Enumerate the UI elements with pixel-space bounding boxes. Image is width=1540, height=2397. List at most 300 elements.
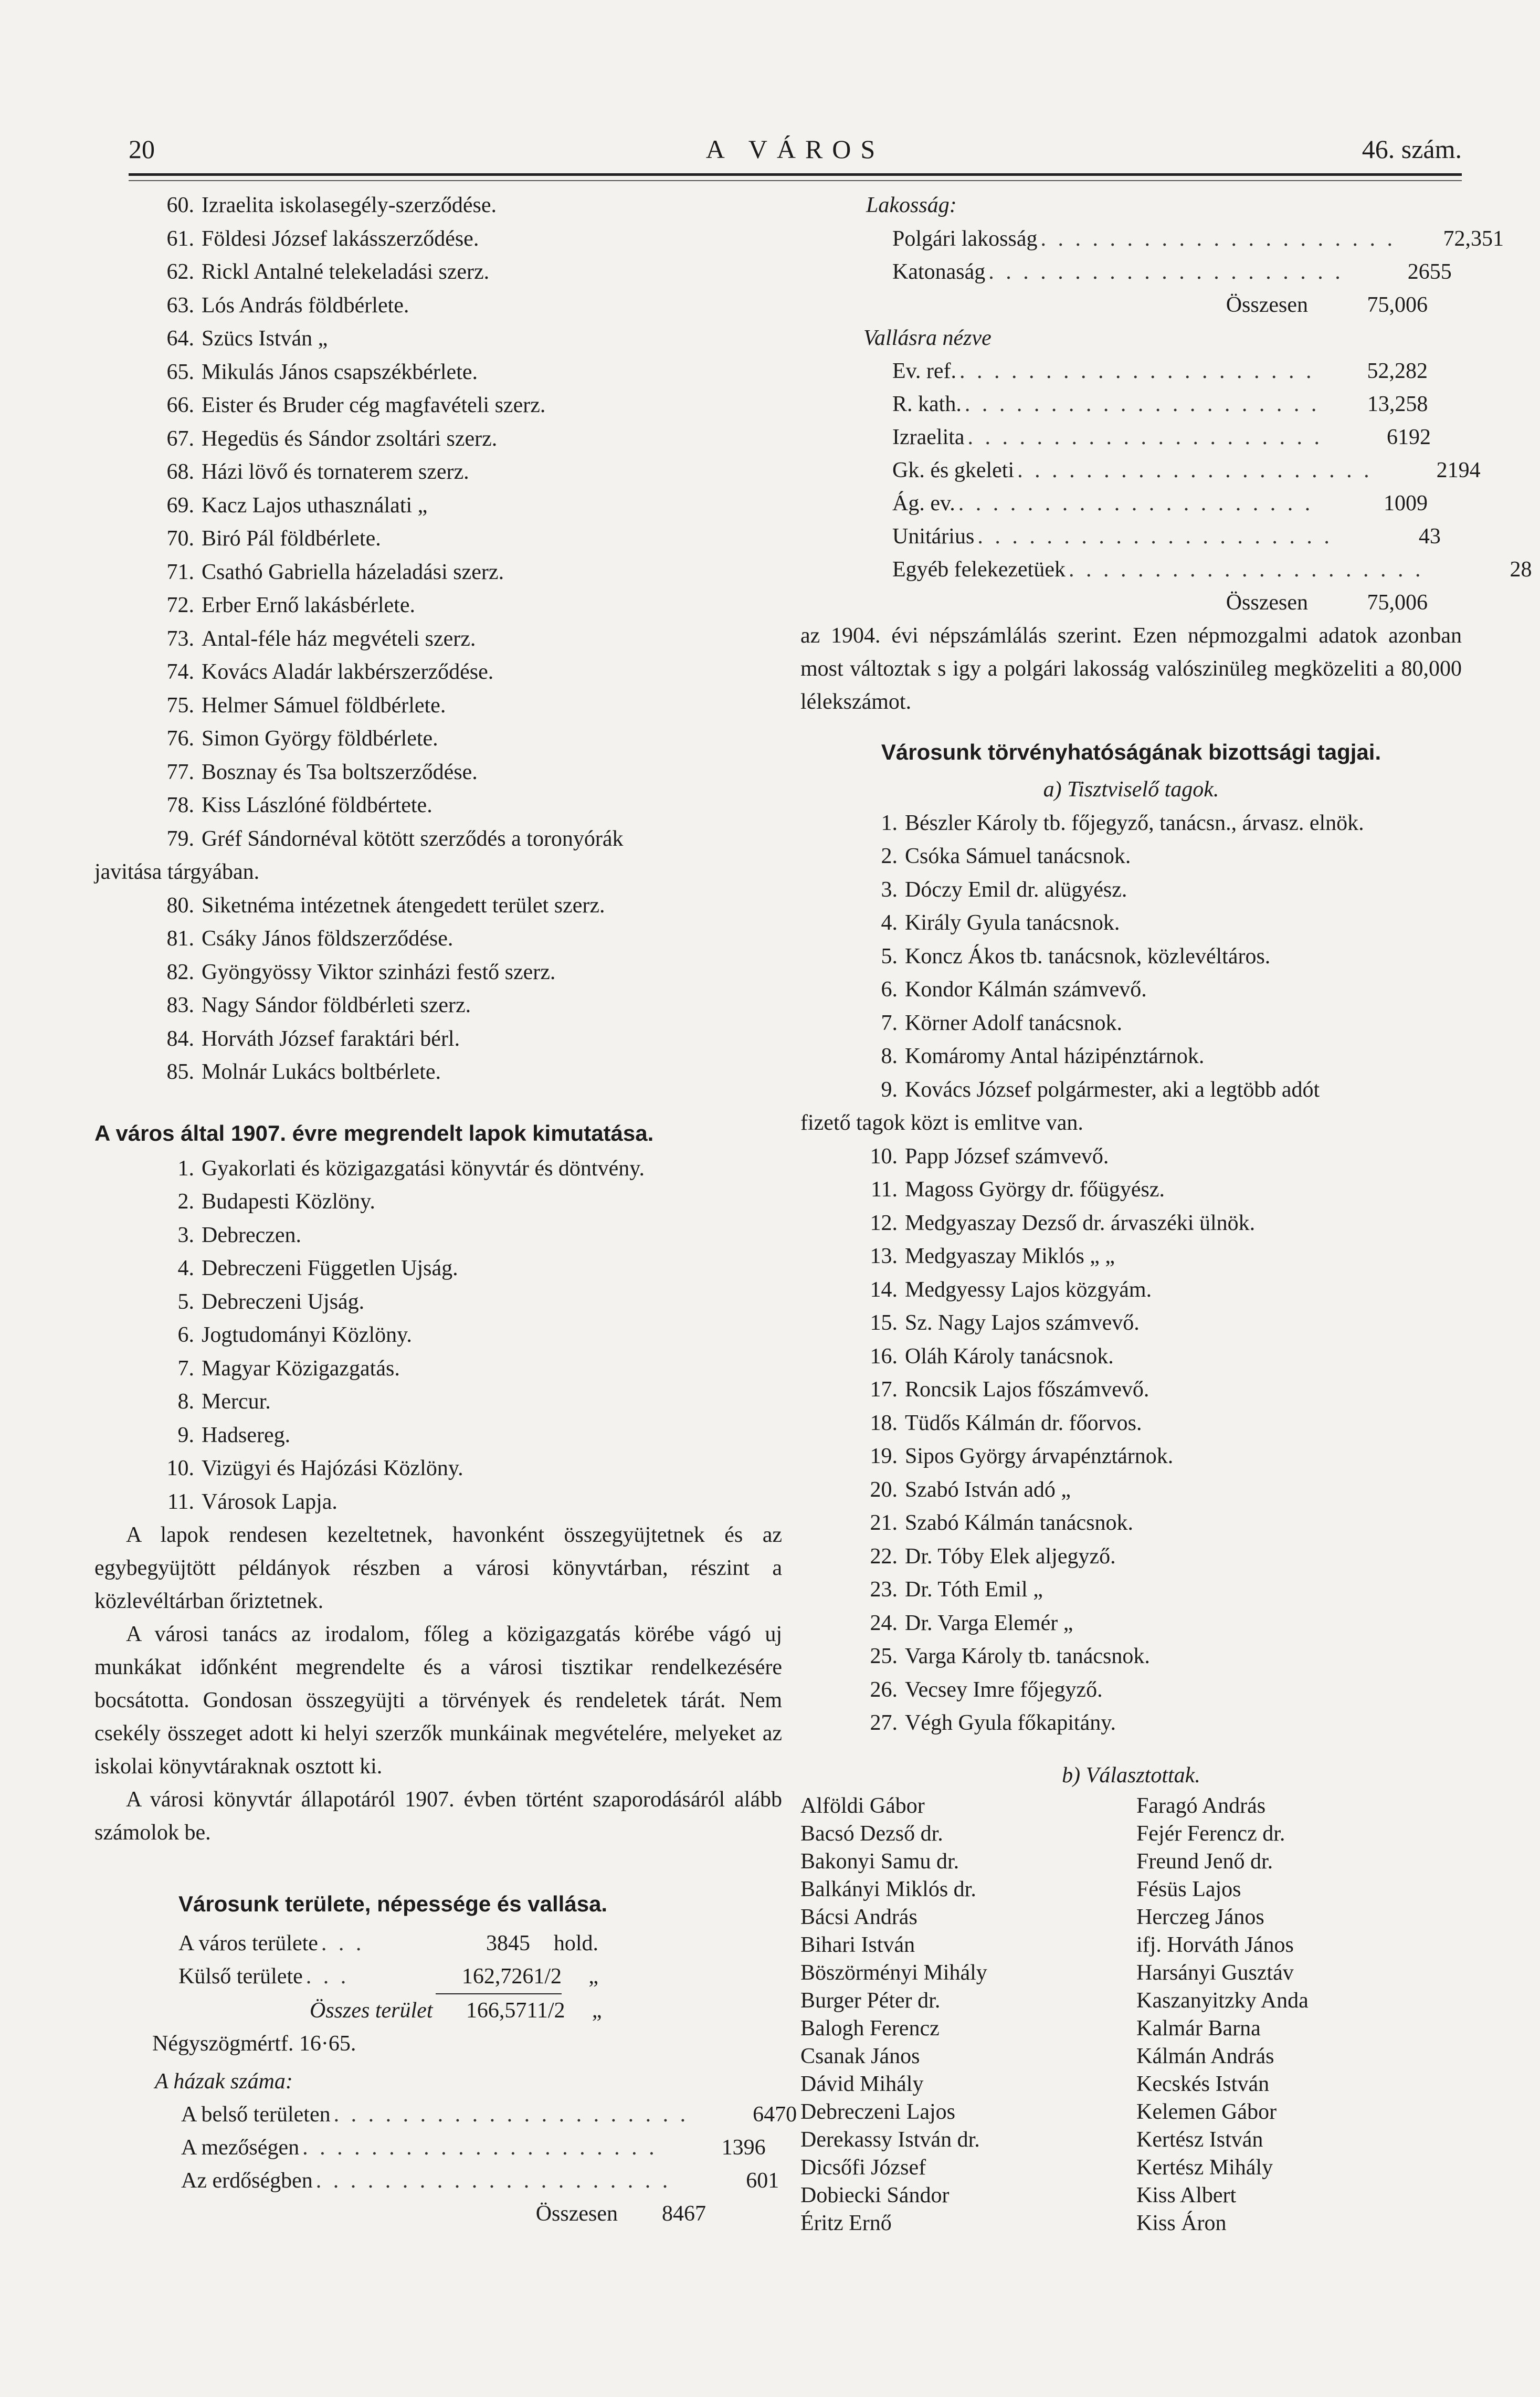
- elected-column-1: [800, 1792, 1136, 2237]
- item-number: 75.: [166, 693, 194, 718]
- item-text: Hegedüs és Sándor zsoltári szerz.: [202, 426, 498, 451]
- item-number: 18.: [870, 1411, 898, 1435]
- item-text: Sz. Nagy Lajos számvevő.: [905, 1311, 1140, 1335]
- houses-table: [94, 2098, 797, 2198]
- list-item: [94, 1452, 782, 1486]
- table-row: [892, 388, 1428, 421]
- row-value: 1396: [721, 2136, 766, 2160]
- list-item: [800, 1440, 1462, 1474]
- list-item: [94, 189, 782, 223]
- list-item: [94, 889, 782, 923]
- list-item: [94, 922, 782, 956]
- dot-leader: . . . . . . . . . . . . . . . . . . . . .: [1017, 458, 1373, 482]
- contract-list: [94, 189, 782, 856]
- item-number: 1.: [177, 1156, 194, 1181]
- list-item: [800, 907, 1462, 940]
- member-name: Kecskés István: [1136, 2072, 1270, 2096]
- elected-members: [800, 1792, 1462, 2237]
- religion-heading: Vallásra nézve: [863, 325, 991, 350]
- member-name: Csanak János: [800, 2044, 920, 2068]
- item-text: Kondor Kálmán számvevő.: [905, 977, 1147, 1002]
- member-name: Kelemen Gábor: [1136, 2100, 1277, 2124]
- item-text: Dr. Tóby Elek aljegyző.: [905, 1544, 1116, 1569]
- contract-list-continued: [94, 889, 782, 1089]
- table-row: [181, 2131, 766, 2164]
- item-text: Dóczy Emil dr. alügyész.: [905, 877, 1127, 902]
- list-item: [94, 456, 782, 489]
- list-item: [800, 1507, 1462, 1540]
- item-number: 74.: [166, 660, 194, 684]
- item-text: Eister és Bruder cég magfavételi szerz.: [202, 393, 546, 417]
- list-item: [94, 1419, 782, 1453]
- list-item: [800, 1173, 1462, 1207]
- member-name: Derekassy István dr.: [800, 2128, 980, 2152]
- item-text: Vizügyi és Hajózási Közlöny.: [202, 1456, 463, 1480]
- list-item: [94, 689, 782, 723]
- list-item: [800, 1274, 1462, 1307]
- list-item: [800, 1640, 1462, 1674]
- item-text: Bosznay és Tsa boltszerződése.: [202, 760, 478, 784]
- member-name: Balogh Ferencz: [800, 2016, 940, 2041]
- area-row: A város területe . . . 3845 hold.: [178, 1931, 598, 1956]
- member-name: Fésüs Lajos: [1136, 1877, 1241, 1901]
- member-name: Herczeg János: [1136, 1905, 1264, 1929]
- paragraph-3: A városi könyvtár állapotáról 1907. évben történt szaporodásáról alább számolok be.: [94, 1788, 782, 1845]
- item-text: Erber Ernő lakásbérlete.: [202, 593, 415, 617]
- list-item: [800, 1674, 1462, 1707]
- item-number: 4.: [881, 911, 898, 935]
- row-label: Izraelita: [892, 425, 965, 449]
- member-name: Kalmár Barna: [1136, 2016, 1261, 2041]
- elected-heading: b) Választottak.: [1062, 1763, 1200, 1788]
- item-number: 73.: [166, 626, 194, 651]
- item-number: 66.: [166, 393, 194, 417]
- row-label: A mezőségen: [181, 2136, 300, 2160]
- member-name: Debreczeni Lajos: [800, 2100, 956, 2124]
- item-text: Szücs István „: [202, 327, 328, 351]
- list-item: [800, 940, 1462, 974]
- row-label: Ág. ev.: [892, 491, 955, 516]
- member-name: Éritz Ernő: [800, 2211, 892, 2235]
- item-text: Földesi József lakásszerződése.: [202, 226, 479, 251]
- item-number: 3.: [881, 877, 898, 902]
- item-text: Nagy Sándor földbérleti szerz.: [202, 993, 471, 1017]
- religion-table: [800, 355, 1532, 586]
- item-text: Végh Gyula főkapitány.: [905, 1711, 1116, 1735]
- item-number: 60.: [166, 193, 194, 217]
- item-text: Lós András földbérlete.: [202, 293, 409, 318]
- item-number: 6.: [881, 977, 898, 1002]
- item-text: Gyakorlati és közigazgatási könyvtár és döntvény.: [202, 1156, 645, 1181]
- list-item: [94, 423, 782, 456]
- item-number: 63.: [166, 293, 194, 318]
- item-text: Körner Adolf tanácsnok.: [905, 1011, 1123, 1035]
- item-text: Magyar Közigazgatás.: [202, 1356, 400, 1381]
- item-number: 14.: [870, 1277, 898, 1302]
- item-text: Horváth József faraktári bérl.: [202, 1026, 460, 1051]
- list-item: [800, 1074, 1462, 1107]
- row-label: Gk. és gkeleti: [892, 458, 1015, 482]
- member-name: Bakonyi Samu dr.: [800, 1849, 959, 1874]
- list-item: [94, 989, 782, 1023]
- item-number: 26.: [870, 1677, 898, 1702]
- item-number: 6.: [177, 1323, 194, 1347]
- table-row: [892, 421, 1431, 454]
- row-value: 6470: [753, 2102, 797, 2127]
- member-name: Balkányi Miklós dr.: [800, 1877, 976, 1901]
- population-table: [800, 223, 1504, 289]
- item-text: Vecsey Imre főjegyző.: [905, 1677, 1103, 1702]
- row-label: A belső területen: [181, 2102, 331, 2127]
- item-text: Szabó István adó „: [905, 1477, 1071, 1502]
- list-item: [94, 1286, 782, 1319]
- item-number: 2.: [881, 844, 898, 868]
- item-text: Biró Pál földbérlete.: [202, 527, 381, 551]
- page-number: 20: [129, 134, 155, 164]
- list-item: [94, 389, 782, 423]
- member-name: Bácsi András: [800, 1905, 917, 1929]
- member-name: Kálmán András: [1136, 2044, 1274, 2068]
- list-item: [800, 840, 1462, 874]
- list-item: [800, 973, 1462, 1007]
- table-row: [181, 2164, 779, 2198]
- item-text: Koncz Ákos tb. tanácsnok, közlevéltáros.: [905, 944, 1271, 969]
- table-row: [892, 553, 1532, 586]
- item-number: 64.: [166, 327, 194, 351]
- member-name: Dobiecki Sándor: [800, 2183, 950, 2207]
- area-row: Külső területe . . . 162,7261/2 „: [178, 1960, 598, 1994]
- item-number: 2.: [177, 1190, 194, 1214]
- list-item: [800, 1240, 1462, 1274]
- item-number: 76.: [166, 727, 194, 751]
- item-number: 71.: [166, 560, 194, 584]
- member-name: Kiss Áron: [1136, 2211, 1227, 2235]
- item-text: Dr. Tóth Emil „: [905, 1578, 1043, 1602]
- item-number: 7.: [177, 1356, 194, 1381]
- item-number: 24.: [870, 1611, 898, 1635]
- list-item: [94, 1056, 782, 1089]
- item-number: 68.: [166, 460, 194, 484]
- list-item: [800, 1540, 1462, 1574]
- item-number: 16.: [870, 1344, 898, 1369]
- item-text: Varga Károly tb. tanácsnok.: [905, 1644, 1150, 1668]
- item-number: 25.: [870, 1644, 898, 1668]
- item-number: 62.: [166, 260, 194, 284]
- table-row: [892, 454, 1481, 487]
- table-row: [892, 487, 1428, 520]
- paragraph-2: A városi tanács az irodalom, főleg a közigazgatás körébe vágó uj munkákat időnként megrendelte és a városi tisztikar rendelkezésére bocsátotta. Gondosan összegyüjti a törvények és rendeletek tárát. Nem csekély összeget adott ki helyi szerzők munkáinak megvételére, melyeket az iskolai könyvtáraknak osztott ki.: [94, 1622, 782, 1779]
- list-item: [94, 1319, 782, 1352]
- row-value: 52,282: [1367, 359, 1428, 383]
- list-item: [800, 1140, 1462, 1174]
- list-item: [94, 489, 782, 523]
- item-text: Gyöngyössy Viktor szinházi festő szerz.: [202, 960, 556, 984]
- item-text: Magoss György dr. főügyész.: [905, 1178, 1165, 1202]
- item-text: Mercur.: [202, 1390, 271, 1414]
- table-row: [892, 355, 1428, 388]
- item-number: 23.: [870, 1578, 898, 1602]
- item-number: 27.: [870, 1711, 898, 1735]
- religion-total-row: Összesen 75,006: [1226, 591, 1428, 615]
- population-total-row: Összesen 75,006: [1226, 292, 1428, 317]
- officials-list: [800, 807, 1462, 1107]
- item-number: 9.: [177, 1423, 194, 1447]
- row-label: Az erdőségben: [181, 2169, 313, 2193]
- list-item: [800, 1573, 1462, 1607]
- list-item: [94, 589, 782, 623]
- officials-list-continued: [800, 1140, 1462, 1740]
- dot-leader: . . . . . . . . . . . . . . . . . . . . .: [964, 392, 1320, 416]
- publication-title: A VÁROS: [705, 134, 885, 164]
- list-item: [94, 322, 782, 356]
- row-value: 2655: [1407, 259, 1452, 284]
- list-item: [800, 1407, 1462, 1441]
- member-name: Faragó András: [1136, 1794, 1266, 1818]
- list-item: [800, 1707, 1462, 1740]
- item-number: 5.: [881, 944, 898, 969]
- item-number: 72.: [166, 593, 194, 617]
- item-number: 4.: [177, 1256, 194, 1280]
- member-name: Freund Jenő dr.: [1136, 1849, 1273, 1874]
- dot-leader: . . . . . . . . . . . . . . . . . . . . .: [302, 2136, 658, 2160]
- item-number: 3.: [177, 1223, 194, 1247]
- row-value: 28: [1510, 558, 1532, 582]
- list-item: [94, 756, 782, 790]
- list-item: [800, 1207, 1462, 1240]
- member-name: Burger Péter dr.: [800, 1989, 941, 2013]
- list-item: [800, 807, 1462, 840]
- papers-list: [94, 1152, 782, 1519]
- item-text: Medgyaszay Miklós „ „: [905, 1244, 1115, 1268]
- member-name: Böszörményi Mihály: [800, 1961, 987, 1985]
- list-item: [94, 522, 782, 556]
- square-measure: Négyszögmértf. 16·65.: [152, 2032, 356, 2056]
- item-number: 67.: [166, 426, 194, 451]
- item-number: 78.: [166, 793, 194, 817]
- item-text: Sipos György árvapénztárnok.: [905, 1444, 1174, 1468]
- item-number: 8.: [881, 1044, 898, 1068]
- item-text: Csóka Sámuel tanácsnok.: [905, 844, 1131, 868]
- issue-number: 46. szám.: [1362, 134, 1462, 164]
- member-name: Dávid Mihály: [800, 2072, 924, 2096]
- item-text: Dr. Varga Elemér „: [905, 1611, 1073, 1635]
- item-number: 85.: [166, 1060, 194, 1084]
- list-item: [94, 1023, 782, 1056]
- item-number: 22.: [870, 1544, 898, 1569]
- item-text: Rickl Antalné telekeladási szerz.: [202, 260, 490, 284]
- item-text: Csathó Gabriella házeladási szerz.: [202, 560, 504, 584]
- area-heading: Városunk területe, népessége és vallása.: [178, 1891, 608, 1916]
- row-label: Ev. ref.: [892, 359, 957, 383]
- census-paragraph: az 1904. évi népszámlálás szerint. Ezen népmozgalmi adatok azonban most változtak s igy a polgári lakosság valószinüleg megközeliti a 80,000 lélekszámot.: [800, 624, 1462, 714]
- item-text: Medgyessy Lajos közgyám.: [905, 1277, 1152, 1302]
- item-text: Simon György földbérlete.: [202, 727, 438, 751]
- member-name: ifj. Horváth János: [1136, 1933, 1294, 1957]
- item-number: 20.: [870, 1477, 898, 1502]
- dot-leader: . . . . . . . . . . . . . . . . . . . . .: [958, 491, 1314, 516]
- member-name: Kertész István: [1136, 2128, 1263, 2152]
- list-item: [94, 556, 782, 590]
- row-label: Unitárius: [892, 524, 975, 549]
- list-item: [94, 1252, 782, 1286]
- page-header: [129, 134, 1462, 171]
- member-name: Fejér Ferencz dr.: [1136, 1822, 1285, 1846]
- item-number: 77.: [166, 760, 194, 784]
- item-number: 1.: [881, 811, 898, 835]
- list-item: [94, 789, 782, 823]
- item-number: 21.: [870, 1511, 898, 1535]
- row-label: Katonaság: [892, 259, 986, 284]
- item-text: Debreczen.: [202, 1223, 302, 1247]
- area-table: [94, 1927, 602, 2027]
- item-text: Kacz Lajos uthasználati „: [202, 493, 428, 518]
- list-item: [800, 1373, 1462, 1407]
- list-item: [800, 1607, 1462, 1641]
- houses-total-row: Összesen 8467: [535, 2202, 706, 2226]
- dot-leader: . . . . . . . . . . . . . . . . . . . . .: [315, 2169, 671, 2193]
- item-number: 79.: [166, 826, 194, 851]
- dot-leader: . . . . . . . . . . . . . . . . . . . . .: [1040, 226, 1396, 251]
- item-number: 70.: [166, 527, 194, 551]
- list-item: [94, 1486, 782, 1519]
- item-number: 12.: [870, 1211, 898, 1235]
- item-text: Debreczeni Ujság.: [202, 1289, 365, 1314]
- item-number: 9.: [881, 1077, 898, 1102]
- item-text: Debreczeni Független Ujság.: [202, 1256, 458, 1280]
- item-number: 13.: [870, 1244, 898, 1268]
- item-text: Kovács Aladár lakbérszerződése.: [202, 660, 494, 684]
- dot-leader: . . . . . . . . . . . . . . . . . . . . .: [959, 359, 1315, 383]
- dot-leader: . . . . . . . . . . . . . . . . . . . . .: [967, 425, 1323, 449]
- item-text: Komáromy Antal házipénztárnok.: [905, 1044, 1205, 1068]
- member-name: Kertész Mihály: [1136, 2156, 1273, 2180]
- list-item: [94, 289, 782, 323]
- list-item: [94, 223, 782, 256]
- member-name: Alföldi Gábor: [800, 1794, 925, 1818]
- row-value: 13,258: [1367, 392, 1428, 416]
- member-name: Bihari István: [800, 1933, 915, 1957]
- population-heading: Lakosság:: [866, 193, 957, 217]
- item-number: 84.: [166, 1026, 194, 1051]
- item-text: Izraelita iskolasegély-szerződése.: [202, 193, 497, 217]
- item-number: 61.: [166, 226, 194, 251]
- table-row: [892, 256, 1452, 289]
- list-item: [800, 1340, 1462, 1374]
- item-text: Helmer Sámuel földbérlete.: [202, 693, 446, 718]
- member-name: Kiss Albert: [1136, 2183, 1237, 2207]
- item-text: Szabó Kálmán tanácsnok.: [905, 1511, 1134, 1535]
- table-row: [892, 223, 1504, 256]
- dot-leader: . . . . . . . . . . . . . . . . . . . . .: [977, 524, 1333, 549]
- item-number: 83.: [166, 993, 194, 1017]
- list-item: [800, 874, 1462, 907]
- list-item: [800, 1007, 1462, 1040]
- item-number: 17.: [870, 1378, 898, 1402]
- item-number: 11.: [167, 1489, 194, 1514]
- list-item: [800, 1474, 1462, 1507]
- item-number: 81.: [166, 927, 194, 951]
- list-item: [800, 1307, 1462, 1340]
- list-item: [800, 1040, 1462, 1074]
- item-text: Jogtudományi Közlöny.: [202, 1323, 412, 1347]
- item-text: Király Gyula tanácsnok.: [905, 911, 1120, 935]
- list-item: [94, 1219, 782, 1253]
- item-text: Antal-féle ház megvételi szerz.: [202, 626, 476, 651]
- item-text: Hadsereg.: [202, 1423, 291, 1447]
- header-rule: [129, 173, 1462, 181]
- item-number: 11.: [871, 1178, 898, 1202]
- dot-leader: . . . . . . . . . . . . . . . . . . . . .: [333, 2102, 689, 2127]
- item-text: Oláh Károly tanácsnok.: [905, 1344, 1114, 1369]
- row-value: 6192: [1387, 425, 1431, 449]
- item-number: 19.: [870, 1444, 898, 1468]
- list-item: [94, 1185, 782, 1219]
- item-text: Kovács József polgármester, aki a legtöbb adót: [905, 1077, 1320, 1102]
- row-value: 2194: [1436, 458, 1481, 482]
- item-text: Tüdős Kálmán dr. főorvos.: [905, 1411, 1142, 1435]
- item-number: 82.: [166, 960, 194, 984]
- dot-leader: . . . . . . . . . . . . . . . . . . . . .: [988, 259, 1344, 284]
- papers-heading: A város által 1907. évre megrendelt lapok kimutatása.: [94, 1120, 654, 1145]
- row-value: 43: [1418, 524, 1441, 549]
- contract-79-continuation: javitása tárgyában.: [94, 860, 260, 884]
- item-text: Papp József számvevő.: [905, 1144, 1109, 1169]
- row-label: Polgári lakosság: [892, 226, 1038, 251]
- item-text: Mikulás János csapszékbérlete.: [202, 360, 478, 384]
- member-name: Bacsó Dezső dr.: [800, 1822, 943, 1846]
- list-item: [94, 623, 782, 656]
- member-name: Harsányi Gusztáv: [1136, 1961, 1294, 1985]
- row-value: 1009: [1384, 491, 1428, 516]
- item-text: Csáky János földszerződése.: [202, 927, 453, 951]
- dot-leader: . . . . . . . . . . . . . . . . . . . . .: [1068, 558, 1424, 582]
- list-item: [94, 256, 782, 289]
- item-number: 65.: [166, 360, 194, 384]
- item-text: Gréf Sándornéval kötött szerződés a toronyórák: [202, 826, 624, 851]
- table-row: [181, 2098, 797, 2131]
- right-column: [800, 189, 1532, 2237]
- list-item: [94, 1385, 782, 1419]
- committee-heading: Városunk törvényhatóságának bizottsági tagjai.: [881, 740, 1381, 764]
- list-item: [94, 356, 782, 390]
- houses-heading: A házak száma:: [155, 2069, 293, 2094]
- item-number: 15.: [870, 1311, 898, 1335]
- item-number: 7.: [881, 1011, 898, 1035]
- item-text: Molnár Lukács boltbérlete.: [202, 1060, 441, 1084]
- paragraph-1: A lapok rendesen kezeltetnek, havonként összegyüjtetnek és az egybegyüjtött példányok részben a városi könyvtárban, részint a közlevéltárban őriztetnek.: [94, 1523, 782, 1613]
- item-text: Medgyaszay Dezső dr. árvaszéki ülnök.: [905, 1211, 1256, 1235]
- member-name: Kaszanyitzky Anda: [1136, 1989, 1309, 2013]
- item-text: Bészler Károly tb. főjegyző, tanácsn., árvasz. elnök.: [905, 811, 1364, 835]
- official-9-continuation: fizető tagok közt is emlitve van.: [800, 1111, 1083, 1135]
- row-value: 601: [746, 2169, 779, 2193]
- table-row: [892, 520, 1441, 553]
- item-number: 8.: [177, 1390, 194, 1414]
- row-value: 72,351: [1443, 226, 1504, 251]
- list-item: [94, 1152, 782, 1186]
- item-text: Roncsik Lajos főszámvevő.: [905, 1378, 1149, 1402]
- item-text: Városok Lapja.: [202, 1489, 337, 1514]
- list-item: [94, 823, 782, 856]
- item-number: 10.: [166, 1456, 194, 1480]
- row-label: Egyéb felekezetüek: [892, 558, 1066, 582]
- item-text: Kiss Lászlóné földbértete.: [202, 793, 433, 817]
- list-item: [94, 722, 782, 756]
- item-number: 69.: [166, 493, 194, 518]
- item-text: Budapesti Közlöny.: [202, 1190, 375, 1214]
- list-item: [94, 1352, 782, 1386]
- list-item: [94, 656, 782, 689]
